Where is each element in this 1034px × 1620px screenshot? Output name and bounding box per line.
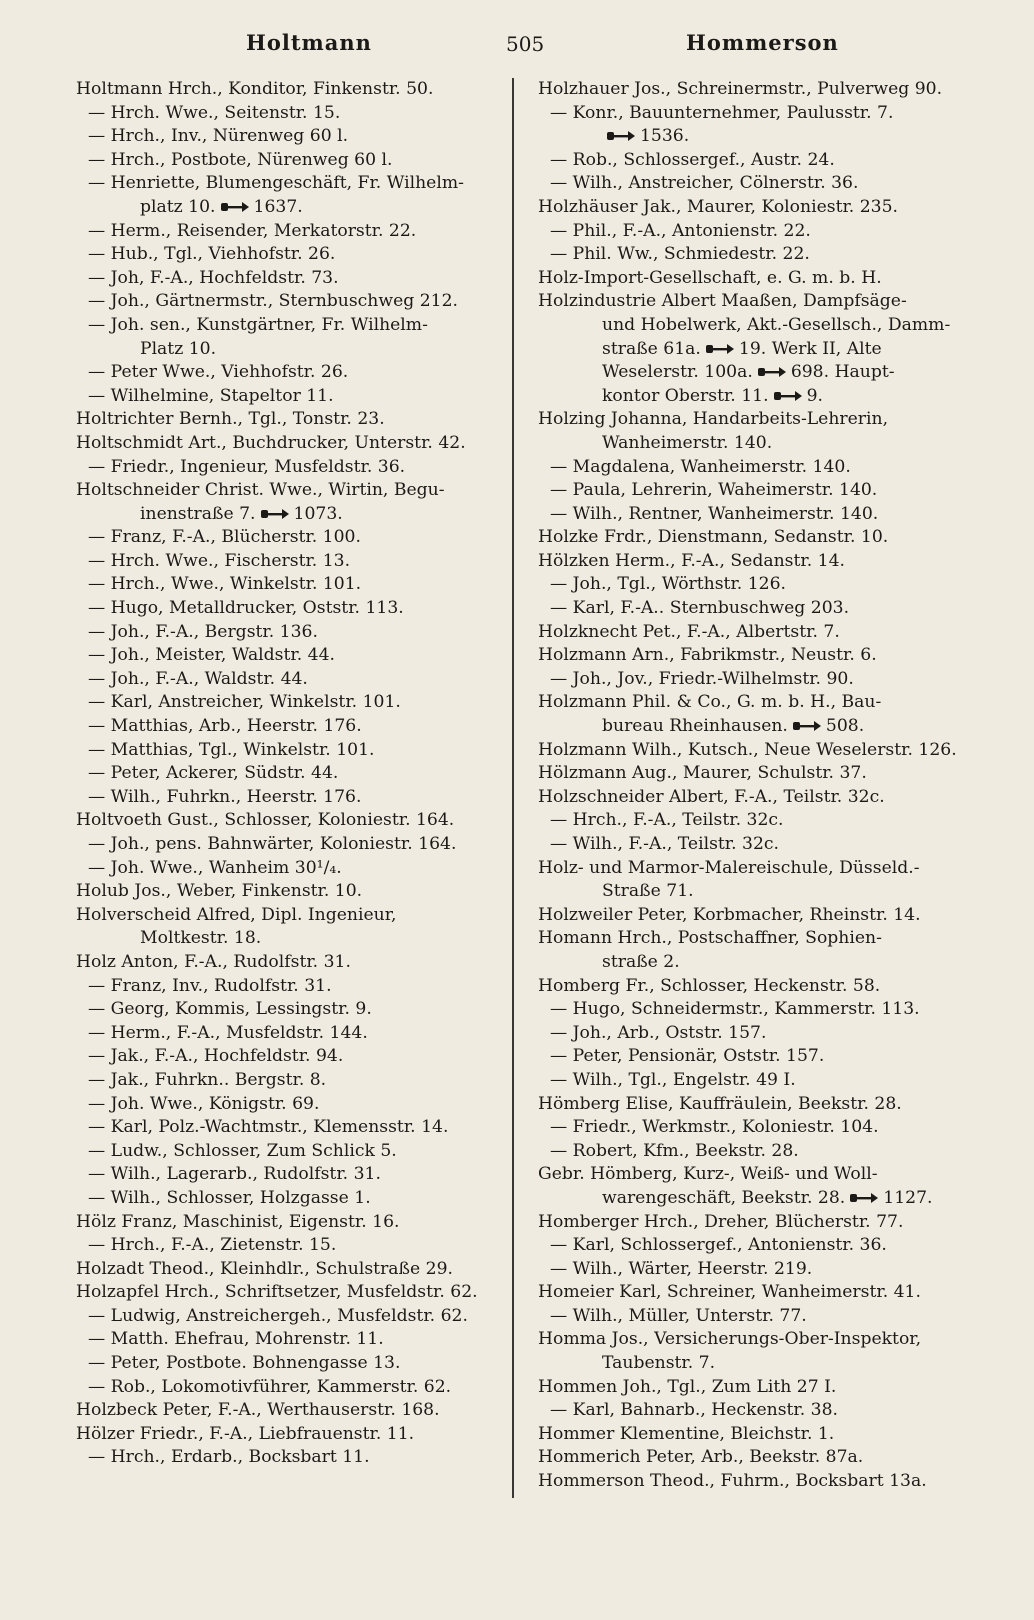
phone-number: 508.	[825, 716, 865, 737]
directory-entry-line	[76, 149, 506, 173]
directory-entry-line	[538, 715, 970, 739]
entry-text: — Wilh., Rentner, Wanheimerstr. 140.	[550, 503, 879, 524]
entry-text: — Joh. Wwe., Wanheim 30¹/₄.	[88, 857, 342, 878]
entry-text: — Friedr., Werkmstr., Koloniestr. 104.	[550, 1117, 879, 1138]
entry-text: — Joh., Jov., Friedr.-Wilhelmstr. 90.	[550, 668, 854, 689]
entry-text: — Herm., Reisender, Merkatorstr. 22.	[88, 220, 417, 241]
directory-entry-line	[76, 1376, 506, 1400]
directory-entry-line	[76, 526, 506, 550]
telephone-icon	[773, 390, 803, 402]
directory-entry-line	[538, 975, 970, 999]
entry-text: inenstraße 7.	[140, 503, 256, 524]
entry-text: Holtmann Hrch., Konditor, Finkenstr. 50.	[76, 79, 434, 99]
entry-text: — Wilh., Wärter, Heerstr. 219.	[550, 1258, 813, 1279]
entry-text: kontor Oberstr. 11.	[602, 385, 769, 406]
directory-entry-line	[538, 1399, 970, 1423]
directory-entry-line	[538, 408, 970, 432]
entry-text: — Joh., pens. Bahnwärter, Koloniestr. 164.	[88, 834, 457, 854]
directory-entry-line	[76, 78, 506, 102]
directory-entry-line	[76, 998, 506, 1022]
directory-entry-line	[76, 220, 506, 244]
directory-entry-line	[538, 503, 970, 527]
phone-number: 1073.	[293, 503, 343, 524]
entry-text: — Paula, Lehrerin, Waheimerstr. 140.	[550, 480, 878, 501]
entry-text: — Georg, Kommis, Lessingstr. 9.	[88, 999, 372, 1020]
directory-entry-line	[538, 1116, 970, 1140]
directory-entry-line	[538, 951, 970, 975]
entry-text: — Rob., Schlossergef., Austr. 24.	[550, 149, 835, 170]
directory-entry-line	[76, 290, 506, 314]
entry-text: Platz 10.	[140, 338, 217, 359]
directory-entry-line	[538, 833, 970, 857]
entry-text: — Joh., F.-A., Bergstr. 136.	[88, 621, 318, 642]
entry-text: Holtschneider Christ. Wwe., Wirtin, Begu-	[76, 480, 445, 501]
entry-text: Holtrichter Bernh., Tgl., Tonstr. 23.	[76, 409, 385, 430]
entry-text: Weselerstr. 100a.	[602, 362, 753, 383]
directory-entry-line	[76, 644, 506, 668]
directory-entry-line	[76, 1281, 506, 1305]
entry-text: — Hub., Tgl., Viehhofstr. 26.	[88, 244, 336, 265]
directory-entry-line	[76, 691, 506, 715]
directory-entry-line	[76, 408, 506, 432]
entry-text: Holzapfel Hrch., Schriftsetzer, Musfeldstr. 62.	[76, 1282, 478, 1303]
entry-text: Holzadt Theod., Kleinhdlr., Schulstraße 29.	[76, 1258, 453, 1279]
entry-text: Hommer Klementine, Bleichstr. 1.	[538, 1423, 835, 1444]
entry-text: — Hugo, Metalldrucker, Oststr. 113.	[88, 598, 404, 619]
entry-text: Holverscheid Alfred, Dipl. Ingenieur,	[76, 904, 397, 925]
directory-entry-line	[76, 338, 506, 362]
directory-entry-line	[538, 479, 970, 503]
entry-text-continued: Werk II, Alte	[771, 338, 882, 359]
directory-entry-line	[76, 1446, 506, 1470]
entry-text: — Peter Wwe., Viehhofstr. 26.	[88, 362, 349, 383]
directory-entry-line	[76, 1399, 506, 1423]
directory-entry-line	[76, 621, 506, 645]
directory-entry-line	[76, 479, 506, 503]
entry-text: Hommerson Theod., Fuhrm., Bocksbart 13a.	[538, 1471, 927, 1492]
entry-text: — Karl, Polz.-Wachtmstr., Klemensstr. 14.	[88, 1117, 449, 1138]
directory-entry-line	[538, 290, 970, 314]
entry-text: Homma Jos., Versicherungs-Ober-Inspektor,	[538, 1329, 922, 1350]
entry-text: — Henriette, Blumengeschäft, Fr. Wilhelm-	[88, 173, 464, 194]
directory-entry-line	[538, 172, 970, 196]
entry-text: — Wilh., Lagerarb., Rudolfstr. 31.	[88, 1164, 381, 1185]
directory-entry-line	[76, 125, 506, 149]
directory-entry-line	[76, 1423, 506, 1447]
directory-entry-line	[538, 1258, 970, 1282]
entry-text: — Wilh., Anstreicher, Cölnerstr. 36.	[550, 173, 859, 194]
directory-entry-line	[76, 1116, 506, 1140]
phone-number: 1536.	[640, 126, 690, 147]
entry-text: — Matthias, Tgl., Winkelstr. 101.	[88, 739, 375, 760]
entry-text: — Hugo, Schneidermstr., Kammerstr. 113.	[550, 999, 920, 1020]
entry-text: — Matthias, Arb., Heerstr. 176.	[88, 716, 362, 737]
entry-text: — Joh., F.-A., Waldstr. 44.	[88, 668, 308, 689]
entry-text-continued: Haupt-	[834, 362, 895, 383]
entry-text: — Franz, Inv., Rudolfstr. 31.	[88, 975, 332, 996]
directory-entry-line	[76, 550, 506, 574]
directory-entry-line	[76, 1045, 506, 1069]
directory-entry-line	[538, 1470, 970, 1494]
directory-entry-line	[538, 338, 970, 362]
directory-entry-line	[538, 1423, 970, 1447]
directory-entry-line	[538, 78, 970, 102]
entry-text: Hölz Franz, Maschinist, Eigenstr. 16.	[76, 1211, 400, 1232]
entry-text: — Hrch., Erdarb., Bocksbart 11.	[88, 1447, 370, 1468]
entry-text: Holzmann Phil. & Co., G. m. b. H., Bau-	[538, 692, 882, 713]
telephone-icon	[705, 343, 735, 355]
entry-text: — Joh., Meister, Waldstr. 44.	[88, 645, 335, 666]
directory-entry-line	[538, 998, 970, 1022]
directory-entry-line	[76, 975, 506, 999]
entry-text: — Karl, F.-A.. Sternbuschweg 203.	[550, 598, 850, 619]
entry-text: Holzmann Arn., Fabrikmstr., Neustr. 6.	[538, 645, 877, 666]
directory-entry-line	[538, 739, 970, 763]
directory-entry-line	[76, 196, 506, 220]
telephone-icon	[792, 720, 822, 732]
column-divider	[512, 78, 514, 1498]
entry-text: — Matth. Ehefrau, Mohrenstr. 11.	[88, 1329, 384, 1350]
telephone-icon	[220, 201, 250, 213]
directory-entry-line	[76, 385, 506, 409]
directory-entry-line	[538, 1234, 970, 1258]
directory-entry-line	[76, 597, 506, 621]
directory-entry-line	[538, 1022, 970, 1046]
telephone-icon	[757, 366, 787, 378]
directory-entry-line	[538, 1281, 970, 1305]
directory-entry-line	[538, 691, 970, 715]
directory-entry-line	[76, 1163, 506, 1187]
phone-number: 19.	[738, 338, 767, 359]
telephone-icon	[849, 1192, 879, 1204]
directory-entry-line	[538, 1352, 970, 1376]
entry-text: — Peter, Pensionär, Oststr. 157.	[550, 1046, 825, 1067]
directory-entry-line	[538, 1140, 970, 1164]
entry-text: Homberger Hrch., Dreher, Blücherstr. 77.	[538, 1211, 904, 1232]
directory-entry-line	[76, 857, 506, 881]
entry-text: Holtvoeth Gust., Schlosser, Koloniestr. 164.	[76, 810, 455, 831]
directory-entry-line	[76, 1093, 506, 1117]
directory-entry-line	[538, 550, 970, 574]
entry-text: — Hrch., F.-A., Zietenstr. 15.	[88, 1235, 337, 1256]
directory-entry-line	[538, 1069, 970, 1093]
directory-entry-line	[538, 243, 970, 267]
directory-entry-line	[538, 1045, 970, 1069]
entry-text: — Friedr., Ingenieur, Musfeldstr. 36.	[88, 456, 406, 477]
directory-entry-line	[76, 951, 506, 975]
entry-text: — Hrch. Wwe., Seitenstr. 15.	[88, 102, 341, 123]
entry-text: Holtschmidt Art., Buchdrucker, Unterstr. 42.	[76, 432, 466, 453]
entry-text: — Ludwig, Anstreichergeh., Musfeldstr. 62.	[88, 1305, 468, 1326]
directory-entry-line	[538, 196, 970, 220]
directory-entry-line	[76, 1352, 506, 1376]
entry-text: — Magdalena, Wanheimerstr. 140.	[550, 456, 851, 477]
entry-text: warengeschäft, Beekstr. 28.	[602, 1187, 846, 1208]
entry-text: — Franz, F.-A., Blücherstr. 100.	[88, 527, 361, 548]
directory-entry-line	[538, 220, 970, 244]
phone-number: 1637.	[253, 196, 303, 217]
directory-entry-line	[76, 267, 506, 291]
entry-text: — Konr., Bauunternehmer, Paulusstr. 7.	[550, 102, 894, 123]
directory-entry-line	[538, 857, 970, 881]
directory-entry-line	[538, 314, 970, 338]
entry-text: — Hrch. Wwe., Fischerstr. 13.	[88, 550, 351, 571]
entry-text: — Joh., Tgl., Wörthstr. 126.	[550, 574, 786, 595]
directory-entry-line	[76, 503, 506, 527]
entry-text: Hommen Joh., Tgl., Zum Lith 27 I.	[538, 1376, 837, 1397]
entry-text: Straße 71.	[602, 881, 694, 902]
directory-entry-line	[538, 1187, 970, 1211]
entry-text: Holz- und Marmor-Malereischule, Düsseld.-	[538, 857, 920, 878]
entry-text: — Wilh., F.-A., Teilstr. 32c.	[550, 834, 780, 854]
entry-text: — Joh, F.-A., Hochfeldstr. 73.	[88, 267, 339, 288]
entry-text: — Joh. sen., Kunstgärtner, Fr. Wilhelm-	[88, 314, 428, 335]
entry-text: Wanheimerstr. 140.	[602, 432, 773, 453]
directory-entry-line	[76, 927, 506, 951]
directory-entry-line	[76, 1069, 506, 1093]
directory-entry-line	[76, 1211, 506, 1235]
directory-entry-line	[538, 668, 970, 692]
entry-text: Holzschneider Albert, F.-A., Teilstr. 32c.	[538, 786, 885, 807]
directory-entry-line	[538, 432, 970, 456]
directory-entry-line	[76, 786, 506, 810]
directory-entry-line	[538, 1305, 970, 1329]
directory-entry-line	[538, 927, 970, 951]
entry-text: — Jak., Fuhrkn.. Bergstr. 8.	[88, 1069, 327, 1090]
directory-entry-line	[76, 809, 506, 833]
entry-text: — Hrch., Wwe., Winkelstr. 101.	[88, 574, 362, 595]
entry-text: — Joh., Arb., Oststr. 157.	[550, 1022, 767, 1043]
directory-entry-line	[76, 668, 506, 692]
directory-entry-line	[538, 786, 970, 810]
entry-text: Holz-Import-Gesellschaft, e. G. m. b. H.	[538, 267, 882, 288]
entry-text: bureau Rheinhausen.	[602, 716, 788, 737]
directory-entry-line	[76, 243, 506, 267]
entry-text: — Phil. Ww., Schmiedestr. 22.	[550, 244, 810, 265]
directory-entry-line	[76, 739, 506, 763]
directory-entry-line	[538, 1446, 970, 1470]
entry-text: Hömberg Elise, Kauffräulein, Beekstr. 28.	[538, 1093, 902, 1114]
directory-entry-line	[538, 904, 970, 928]
entry-text: straße 61a.	[602, 338, 701, 359]
page-header	[70, 30, 970, 70]
directory-entry-line	[538, 1093, 970, 1117]
entry-text: Gebr. Hömberg, Kurz-, Weiß- und Woll-	[538, 1164, 878, 1185]
entry-text: — Wilhelmine, Stapeltor 11.	[88, 385, 334, 406]
entry-text: Holzknecht Pet., F.-A., Albertstr. 7.	[538, 621, 840, 642]
entry-text: — Peter, Postbote. Bohnengasse 13.	[88, 1353, 401, 1374]
directory-entry-line	[538, 361, 970, 385]
entry-text: straße 2.	[602, 951, 680, 972]
directory-entry-line	[76, 432, 506, 456]
entry-text: — Herm., F.-A., Musfeldstr. 144.	[88, 1022, 368, 1043]
entry-text: Hommerich Peter, Arb., Beekstr. 87a.	[538, 1447, 864, 1468]
directory-entry-line	[76, 1258, 506, 1282]
entry-text: — Joh. Wwe., Königstr. 69.	[88, 1093, 320, 1114]
directory-entry-line	[538, 644, 970, 668]
entry-text: Hölzmann Aug., Maurer, Schulstr. 37.	[538, 763, 867, 784]
directory-entry-line	[76, 361, 506, 385]
entry-text: — Karl, Bahnarb., Heckenstr. 38.	[550, 1400, 839, 1421]
entry-text: Taubenstr. 7.	[602, 1353, 716, 1374]
directory-entry-line	[76, 880, 506, 904]
entry-text: — Phil., F.-A., Antonienstr. 22.	[550, 220, 811, 241]
directory-entry-line	[538, 880, 970, 904]
entry-text: Homann Hrch., Postschaffner, Sophien-	[538, 928, 882, 949]
directory-entry-line	[76, 102, 506, 126]
entry-text: Holzweiler Peter, Korbmacher, Rheinstr. 14.	[538, 904, 921, 925]
entry-text: Homeier Karl, Schreiner, Wanheimerstr. 41.	[538, 1282, 921, 1303]
directory-entry-line	[76, 904, 506, 928]
entry-text: Holz Anton, F.-A., Rudolfstr. 31.	[76, 951, 351, 972]
directory-entry-line	[76, 314, 506, 338]
entry-text: — Karl, Anstreicher, Winkelstr. 101.	[88, 692, 401, 713]
left-column	[76, 78, 506, 1470]
entry-text: und Hobelwerk, Akt.-Gesellsch., Damm-	[602, 314, 951, 335]
directory-entry-line	[76, 1022, 506, 1046]
phone-number: 1127.	[883, 1187, 933, 1208]
entry-text: — Hrch., F.-A., Teilstr. 32c.	[550, 810, 784, 831]
entry-text: — Wilh., Tgl., Engelstr. 49 I.	[550, 1069, 796, 1090]
directory-entry-line	[538, 102, 970, 126]
directory-entry-line	[76, 172, 506, 196]
entry-text: — Jak., F.-A., Hochfeldstr. 94.	[88, 1046, 344, 1067]
entry-text: — Peter, Ackerer, Südstr. 44.	[88, 763, 339, 784]
entry-text: Moltkestr. 18.	[140, 928, 262, 949]
entry-text: Holzhäuser Jak., Maurer, Koloniestr. 235.	[538, 196, 899, 217]
directory-entry-line	[76, 1187, 506, 1211]
directory-entry-line	[538, 573, 970, 597]
directory-entry-line	[538, 456, 970, 480]
directory-entry-line	[538, 385, 970, 409]
directory-entry-line	[76, 1305, 506, 1329]
entry-text: — Wilh., Schlosser, Holzgasse 1.	[88, 1187, 371, 1208]
telephone-icon	[260, 508, 290, 520]
directory-entry-line	[76, 456, 506, 480]
directory-entry-line	[76, 715, 506, 739]
header-right-name: Hommerson	[686, 30, 839, 55]
directory-entry-line	[538, 1163, 970, 1187]
entry-text: Homberg Fr., Schlosser, Heckenstr. 58.	[538, 975, 881, 996]
entry-text: — Robert, Kfm., Beekstr. 28.	[550, 1140, 799, 1161]
entry-text: — Joh., Gärtnermstr., Sternbuschweg 212.	[88, 291, 458, 312]
directory-entry-line	[538, 621, 970, 645]
entry-text: Holzbeck Peter, F.-A., Werthauserstr. 168.	[76, 1400, 440, 1421]
directory-entry-line	[76, 1328, 506, 1352]
directory-entry-line	[538, 267, 970, 291]
entry-text: — Wilh., Müller, Unterstr. 77.	[550, 1305, 807, 1326]
entry-text: Holzmann Wilh., Kutsch., Neue Weselerstr. 126.	[538, 739, 957, 760]
directory-entry-line	[538, 149, 970, 173]
entry-text: — Hrch., Postbote, Nürenweg 60 l.	[88, 149, 393, 170]
entry-text: — Rob., Lokomotivführer, Kammerstr. 62.	[88, 1376, 452, 1397]
right-column	[538, 78, 970, 1494]
entry-text: Holzindustrie Albert Maaßen, Dampfsäge-	[538, 291, 907, 312]
entry-text: Holzhauer Jos., Schreinermstr., Pulverweg 90.	[538, 79, 943, 99]
page-number: 505	[506, 32, 545, 56]
phone-number: 9.	[806, 385, 823, 406]
entry-text: Hölzken Herm., F.-A., Sedanstr. 14.	[538, 550, 845, 571]
entry-text: Holzing Johanna, Handarbeits-Lehrerin,	[538, 409, 889, 430]
entry-text: Holzke Frdr., Dienstmann, Sedanstr. 10.	[538, 527, 889, 548]
entry-text: — Hrch., Inv., Nürenweg 60 l.	[88, 126, 349, 147]
directory-entry-line	[76, 833, 506, 857]
directory-entry-line	[76, 573, 506, 597]
directory-entry-line	[538, 809, 970, 833]
entry-text: — Wilh., Fuhrkn., Heerstr. 176.	[88, 786, 362, 807]
entry-text: Hölzer Friedr., F.-A., Liebfrauenstr. 11.	[76, 1423, 415, 1444]
directory-entry-line	[538, 762, 970, 786]
directory-entry-line	[538, 1211, 970, 1235]
telephone-icon	[606, 130, 636, 142]
directory-entry-line	[538, 526, 970, 550]
directory-entry-line	[538, 1328, 970, 1352]
entry-text: platz 10.	[140, 196, 216, 217]
directory-entry-line	[76, 762, 506, 786]
directory-entry-line	[538, 1376, 970, 1400]
directory-entry-line	[538, 597, 970, 621]
entry-text: — Ludw., Schlosser, Zum Schlick 5.	[88, 1140, 397, 1161]
phone-number: 698.	[790, 362, 830, 383]
directory-entry-line	[76, 1140, 506, 1164]
directory-entry-line	[76, 1234, 506, 1258]
directory-entry-line	[538, 125, 970, 149]
header-left-name: Holtmann	[246, 30, 372, 55]
entry-text: Holub Jos., Weber, Finkenstr. 10.	[76, 881, 363, 902]
entry-text: — Karl, Schlossergef., Antonienstr. 36.	[550, 1235, 887, 1256]
